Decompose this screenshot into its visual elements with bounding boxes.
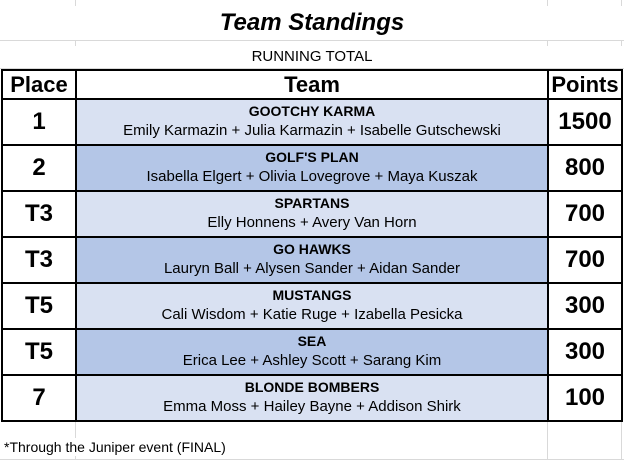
place-cell: T5 bbox=[2, 329, 76, 375]
place-cell: T3 bbox=[2, 191, 76, 237]
team-name: GOLF'S PLAN bbox=[265, 149, 359, 165]
team-cell bbox=[76, 375, 548, 421]
table-row bbox=[2, 375, 622, 421]
footnote: *Through the Juniper event (FINAL) bbox=[4, 439, 226, 455]
table-row bbox=[2, 99, 622, 145]
team-name: MUSTANGS bbox=[272, 287, 352, 303]
header-team: Team bbox=[76, 70, 548, 99]
standings-table bbox=[1, 69, 623, 422]
points-cell: 100 bbox=[548, 375, 622, 421]
points-cell: 700 bbox=[548, 237, 622, 283]
team-cell bbox=[76, 329, 548, 375]
table-row bbox=[2, 237, 622, 283]
team-members: Cali Wisdom + Katie Ruge + Izabella Pesicka bbox=[161, 306, 463, 323]
team-cell bbox=[76, 237, 548, 283]
table-row bbox=[2, 191, 622, 237]
points-cell: 300 bbox=[548, 329, 622, 375]
team-members: Erica Lee + Ashley Scott + Sarang Kim bbox=[182, 352, 442, 369]
page-subtitle: RUNNING TOTAL bbox=[0, 46, 624, 68]
points-cell: 300 bbox=[548, 283, 622, 329]
team-name: GO HAWKS bbox=[273, 241, 351, 257]
header-points: Points bbox=[548, 70, 622, 99]
place-cell: T3 bbox=[2, 237, 76, 283]
team-members: Emma Moss + Hailey Bayne + Addison Shirk bbox=[163, 398, 461, 415]
points-cell: 800 bbox=[548, 145, 622, 191]
team-name: SPARTANS bbox=[274, 195, 350, 211]
place-cell: 7 bbox=[2, 375, 76, 421]
table-header-row bbox=[2, 70, 622, 99]
table-row bbox=[2, 283, 622, 329]
header-place: Place bbox=[2, 70, 76, 99]
table-row bbox=[2, 329, 622, 375]
team-name: BLONDE BOMBERS bbox=[244, 379, 380, 395]
team-name: GOOTCHY KARMA bbox=[248, 103, 376, 119]
place-cell: 1 bbox=[2, 99, 76, 145]
table-row bbox=[2, 145, 622, 191]
team-members: Elly Honnens + Avery Van Horn bbox=[207, 214, 417, 231]
points-cell: 700 bbox=[548, 191, 622, 237]
gridline bbox=[0, 40, 624, 41]
team-name: SEA bbox=[297, 333, 327, 349]
team-members: Lauryn Ball + Alysen Sander + Aidan Sander bbox=[163, 260, 461, 277]
place-cell: T5 bbox=[2, 283, 76, 329]
team-cell bbox=[76, 99, 548, 145]
team-members: Emily Karmazin + Julia Karmazin + Isabelle Gutschewski bbox=[123, 122, 501, 139]
place-cell: 2 bbox=[2, 145, 76, 191]
team-cell bbox=[76, 145, 548, 191]
team-members: Isabella Elgert + Olivia Lovegrove + Maya Kuszak bbox=[146, 168, 478, 185]
points-cell: 1500 bbox=[548, 99, 622, 145]
team-cell bbox=[76, 283, 548, 329]
team-cell bbox=[76, 191, 548, 237]
page-title: Team Standings bbox=[0, 6, 624, 40]
